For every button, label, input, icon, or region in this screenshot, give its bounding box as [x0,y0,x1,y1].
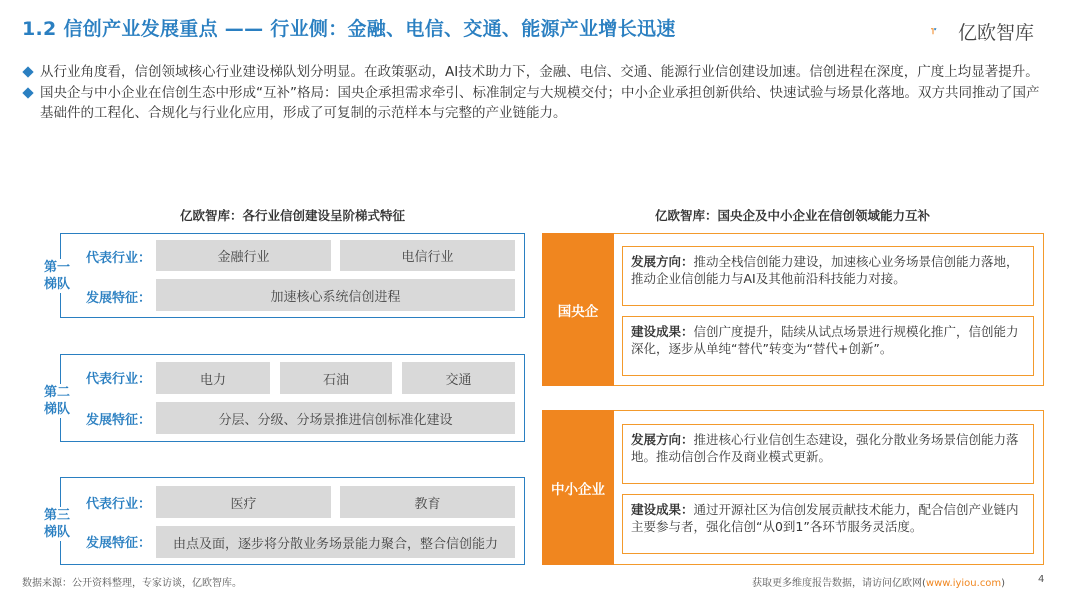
tier-2-industry-cell: 交通 [402,362,515,394]
tier-1-industry-label: 代表行业： [86,251,152,266]
tier-2-feature-label: 发展特征： [86,413,152,428]
org-2-result-note [622,494,1034,554]
tier-1-label: 第一 梯队 [36,259,78,293]
org-1-result-note [622,316,1034,376]
result-label: 建设成果： [631,324,694,339]
tier-1-industry-cell: 金融行业 [156,240,331,271]
more-info-suffix: ) [1001,578,1006,589]
tier-2-industry-cell: 石油 [280,362,392,394]
tier-2-industry-label: 代表行业： [86,372,152,387]
bullet-item [22,83,1052,123]
org-1-direction-note [622,246,1034,306]
tier-2-feature-cell: 分层、分级、分场景推进信创标准化建设 [156,402,515,434]
more-info-prefix: 获取更多维度报告数据，请访问亿欧网( [752,578,926,589]
diamond-bullet-icon [22,66,33,77]
company-logo [930,14,960,48]
diamond-bullet-icon [22,87,33,98]
more-info-note [752,574,1005,589]
tier-1-industry-cell: 电信行业 [340,240,515,271]
bullet-text: 国央企与中小企业在信创生态中形成“互补”格局：国央企承担需求牵引、标准制定与大规模交付；中小企业承担创新供给、快速试验与场景化落地。双方共同推动了国产基础件的工程化、合规化与行业化应用，形成了可复制的示范样本与完整的产业链能力。 [40,85,1040,121]
result-label: 建设成果： [631,502,694,517]
website-link[interactable]: www.iyiou.com [925,578,1002,589]
tier-3-industry-label: 代表行业： [86,497,152,512]
bullet-item [22,62,1052,82]
left-section-title: 亿欧智库：各行业信创建设呈阶梯式特征 [179,208,405,223]
page-number: 4 [1038,574,1045,585]
direction-text: 推动全栈信创能力建设，加速核心业务场景信创能力落地，推动企业信创能力与AI及其他前沿科技能力对接。 [631,254,1019,286]
tier-2-label: 第二 梯队 [36,384,78,418]
tier-3-label: 第三 梯队 [36,507,78,541]
tier-3-industry-cell: 教育 [340,486,515,518]
org-2-direction-note [622,424,1034,484]
direction-label: 发展方向： [631,432,694,447]
result-text: 通过开源社区为信创发展贡献技术能力，配合信创产业链内主要参与者，强化信创“从0到1”各环节服务灵活度。 [631,502,1019,534]
page-title: 1.2 信创产业发展重点 —— 行业侧：金融、电信、交通、能源产业增长迅速 [22,18,676,40]
tier-3-feature-cell: 由点及面，逐步将分散业务场景能力聚合，整合信创能力 [156,526,515,558]
org-2-tag: 中小企业 [542,410,614,565]
direction-label: 发展方向： [631,254,694,269]
tier-3-industry-cell: 医疗 [156,486,331,518]
tier-1-feature-label: 发展特征： [86,291,152,306]
data-source: 数据来源：公开资料整理，专家访谈，亿欧智库。 [22,578,242,589]
bullet-text: 从行业角度看，信创领域核心行业建设梯队划分明显。在政策驱动，AI技术助力下，金融、电信、交通、能源行业信创建设加速。信创进程在深度，广度上均显著提升。 [40,64,1039,80]
logo-text: 亿欧智库 [958,22,1035,44]
org-1-tag: 国央企 [542,233,614,386]
tier-1-feature-cell: 加速核心系统信创进程 [156,279,515,311]
intro-bullets [22,62,1052,124]
tier-2-industry-cell: 电力 [156,362,270,394]
right-section-title: 亿欧智库：国央企及中小企业在信创领域能力互补 [654,208,930,223]
tier-3-feature-label: 发展特征： [86,536,152,551]
result-text: 信创广度提升，陆续从试点场景进行规模化推广，信创能力深化，逐步从单纯“替代”转变为“替代+创新”。 [631,324,1019,356]
direction-text: 推进核心行业信创生态建设，强化分散业务场景信创能力落地。推动信创合作及商业模式更新。 [631,432,1019,464]
